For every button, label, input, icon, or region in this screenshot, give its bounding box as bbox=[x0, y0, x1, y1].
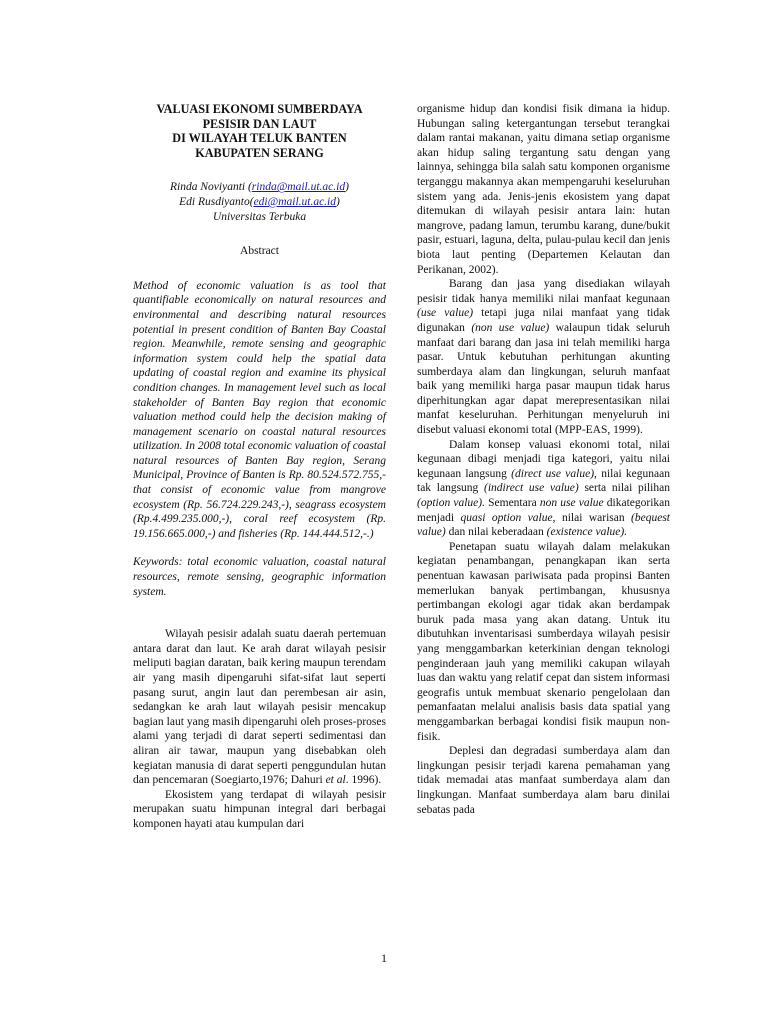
title-line: VALUASI EKONOMI SUMBERDAYA bbox=[156, 102, 363, 116]
author-email-link[interactable]: edi@mail.ut.ac.id bbox=[253, 195, 337, 208]
title-line: PESISIR DAN LAUT bbox=[202, 116, 317, 131]
author-line: Rinda Noviyanti (rinda@mail.ut.ac.id) bbox=[170, 181, 349, 194]
abstract-text: Method of economic valuation is as tool that quantifiable economically on natural resources and environmental and describing natural resources potential in present condition of Banten Bay Coastal region. Meanwhile, remote sensing and geographic information system could help the spatial data updating of coastal region and examine its physical condition changes. In management level such as local stakeholder of Banten Bay region that economic valuation method could help the decision making of management scenario on coastal natural resources utilization. In 2008 total economic valuation of coastal natural resources of Banten Bay region, Serang Municipal, Province of Banten is Rp. 80.524.572.755,- that consist of economic value from mangrove ecosystem (Rp. 56.724.229.243,-), seagrass ecosystem (Rp.4.499.235.000,-), coral reef ecosystem (Rp. 19.156.665.000,-) and fisheries (Rp. 144.444.512,-.) bbox=[133, 279, 386, 540]
title-line: KABUPATEN SERANG bbox=[195, 145, 324, 160]
body-paragraph: Penetapan suatu wilayah dalam melakukan kegiatan penambangan, penangkapan ikan serta penentuan kawasan pariwisata pada propinsi Banten memerlukan banyak pertimbangan, khususnya pertimbangan ekologi agar tidak akan berdampak buruk pada masa yang akan datang. Untuk itu dibutuhkan inventarisasi sumberdaya wilayah pesisir yang menggambarkan keterkinian dengan teknologi penginderaan jauh yang memiliki cakupan wilayah luas dan waktu yang relatif cepat dan sistem informasi geografis untuk membuat skenario pengelolaan dan pemanfaatan melalui analisis basis data spatial yang menggambarkan berbagai kondisi fisik maupun non-fisik. bbox=[417, 540, 670, 743]
right-column bbox=[417, 102, 670, 817]
affiliation: Universitas Terbuka bbox=[212, 210, 307, 223]
paper-title bbox=[133, 102, 386, 160]
page-number: 1 bbox=[381, 951, 387, 965]
author-line: Edi Rusdiyanto(edi@mail.ut.ac.id) bbox=[179, 195, 340, 208]
keywords: Keywords: total economic valuation, coastal natural resources, remote sensing, geographic information system. bbox=[133, 556, 386, 598]
body-paragraph: Dalam konsep valuasi ekonomi total, nilai kegunaan dibagi menjadi tiga kategori, yaitu nilai kegunaan langsung (direct use value), nilai kegunaan tak langsung (indirect use value) serta nilai pilihan (option value). Sementara non use value dikategorikan menjadi quasi option value, nilai warisan (bequest value) dan nilai keberadaan (existence value). bbox=[417, 438, 671, 539]
title-line: DI WILAYAH TELUK BANTEN bbox=[172, 131, 347, 146]
body-paragraph: Deplesi dan degradasi sumberdaya alam dan lingkungan pesisir terjadi karena pemahaman yang tidak memadai atas manfaat sumberdaya alam dan lingkungan. Manfaat sumberdaya alam baru dinilai sebatas pada bbox=[417, 745, 670, 816]
body-paragraph: Wilayah pesisir adalah suatu daerah pertemuan antara darat dan laut. Ke arah darat wilayah pesisir meliputi bagian daratan, baik kering maupun terendam air yang masih dipengaruhi sifat-sifat laut seperti pasang surut, angin laut dan perembesan air asin, sedangkan ke arah laut wilayah pesisir mencakup bagian laut yang masih dipengaruhi oleh proses-proses alami yang terjadi di darat seperti sedimentasi dan aliran air tawar, maupun yang disebabkan oleh kegiatan manusia di darat seperti penggundulan hutan dan pencemaran (Soegiarto,1976; Dahuri et al. 1996). bbox=[133, 628, 386, 787]
abstract-heading: Abstract bbox=[240, 245, 279, 258]
body-paragraph: Barang dan jasa yang disediakan wilayah pesisir tidak hanya memiliki nilai manfaat kegunaan (use value) tetapi juga nilai manfaat yang tidak digunakan (non use value) walaupun tidak seluruh manfaat dari barang dan jasa ini telah memiliki harga pasar. Untuk kebutuhan perhitungan akunting sumberdaya alam dan lingkungan, seluruh manfaat baik yang memiliki harga pasar maupun tidak harus diperhitungkan agar dapat merepresentasikan nilai manfat keseluruhan. Perhitungan menyeluruh ini disebut valuasi ekonomi total (MPP-EAS, 1999). bbox=[417, 278, 670, 437]
body-paragraph: Ekosistem yang terdapat di wilayah pesisir merupakan suatu himpunan integral dari berbagai komponen hayati atau kumpulan dari bbox=[133, 788, 386, 830]
author-email-link[interactable]: rinda@mail.ut.ac.id bbox=[251, 181, 346, 194]
body-paragraph: organisme hidup dan kondisi fisik dimana ia hidup. Hubungan saling ketergantungan tersebut terangkai dalam rantai makanan, yaitu dimana setiap organisme akan hidup saling tergantung satu dengan yang lainnya, sehingga bila salah satu komponen organisme terganggu makannya akan mempengaruhi keseluruhan sistem yang ada. Jenis-jenis ekosistem yang dapat ditemukan di wilayah pesisir antara lain: hutan mangrove, padang lamun, terumbu karang, dune/bukit pasir, estuari, laguna, delta, pulau-pulau kecil dan jenis biota laut penting (Departemen Kelautan dan Perikanan, 2002). bbox=[417, 103, 670, 276]
author-block bbox=[133, 180, 386, 224]
left-column bbox=[133, 102, 386, 832]
